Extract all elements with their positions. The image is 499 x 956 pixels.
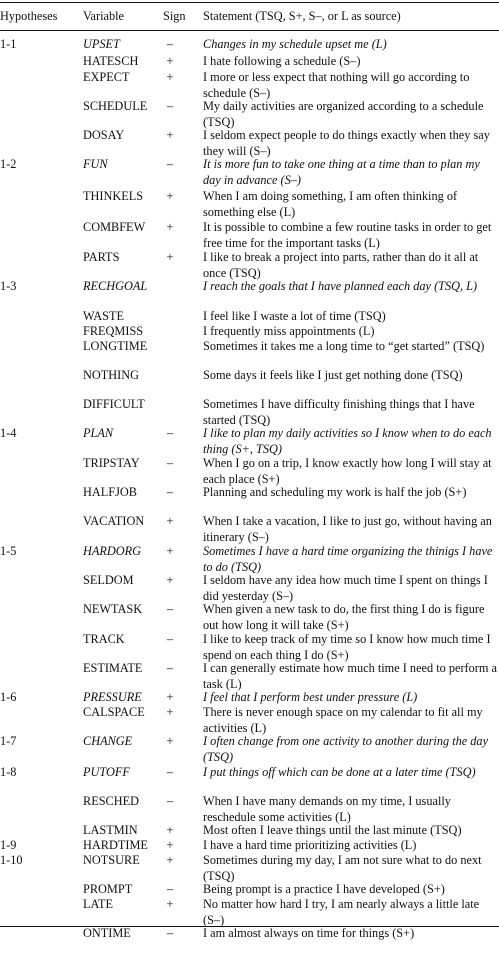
row-variable: PLAN bbox=[83, 426, 114, 440]
row-statement: Sometimes during my day, I am not sure what to do next (TSQ) bbox=[203, 853, 482, 883]
row-variable: PROMPT bbox=[83, 882, 133, 896]
row-sign: + bbox=[166, 250, 174, 264]
header-hypotheses: Hypotheses bbox=[0, 9, 58, 23]
row-sign: – bbox=[166, 794, 174, 808]
row-statement: I reach the goals that I have planned each day (TSQ, L) bbox=[203, 279, 478, 293]
row-hypothesis: 1-1 bbox=[0, 37, 17, 51]
row-statement: Some days it feels like I just get nothing done (TSQ) bbox=[203, 368, 463, 382]
row-statement: No matter how hard I try, I am nearly always a little late (S–) bbox=[203, 897, 480, 927]
row-sign: + bbox=[166, 54, 174, 68]
row-statement: I hate following a schedule (S–) bbox=[203, 54, 361, 68]
row-statement: My daily activities are organized according to a schedule (TSQ) bbox=[203, 99, 484, 129]
row-statement: Being prompt is a practice I have developed (S+) bbox=[203, 882, 445, 896]
row-variable: HALFJOB bbox=[83, 485, 137, 499]
row-sign: + bbox=[166, 705, 174, 719]
top-rule bbox=[0, 2, 499, 3]
row-statement: I seldom expect people to do things exactly when they say they will (S–) bbox=[203, 128, 490, 158]
row-variable: HATESCH bbox=[83, 54, 139, 68]
row-variable: COMBFEW bbox=[83, 220, 146, 234]
row-variable: LONGTIME bbox=[83, 339, 148, 353]
row-statement: Sometimes I have difficulty finishing things that I have started (TSQ) bbox=[203, 397, 475, 427]
row-variable: TRACK bbox=[83, 632, 125, 646]
row-variable: SCHEDULE bbox=[83, 99, 148, 113]
row-variable: HARDTIME bbox=[83, 838, 148, 852]
row-statement: Sometimes it takes me a long time to “get started” (TSQ) bbox=[203, 339, 485, 353]
row-variable: UPSET bbox=[83, 37, 120, 51]
row-variable: WASTE bbox=[83, 309, 124, 323]
row-variable: EXPECT bbox=[83, 70, 130, 84]
row-hypothesis: 1-3 bbox=[0, 279, 17, 293]
row-statement: I feel that I perform best under pressure (L) bbox=[203, 690, 418, 704]
row-statement: It is possible to combine a few routine tasks in order to get free time for the important tasks (L) bbox=[203, 220, 492, 250]
row-sign: – bbox=[166, 485, 174, 499]
row-sign: – bbox=[166, 602, 174, 616]
header-statement: Statement (TSQ, S+, S–, or L as source) bbox=[203, 9, 401, 23]
row-variable: RESCHED bbox=[83, 794, 140, 808]
row-sign: + bbox=[166, 544, 174, 558]
row-statement: I am almost always on time for things (S+) bbox=[203, 926, 415, 940]
row-statement: I put things off which can be done at a later time (TSQ) bbox=[203, 765, 476, 779]
row-variable: FUN bbox=[83, 157, 108, 171]
row-variable: VACATION bbox=[83, 514, 145, 528]
row-variable: LATE bbox=[83, 897, 114, 911]
row-sign: + bbox=[166, 573, 174, 587]
row-sign: – bbox=[166, 882, 174, 896]
row-statement: When I take a vacation, I like to just go, without having an itinerary (S–) bbox=[203, 514, 492, 544]
row-variable: THINKELS bbox=[83, 189, 144, 203]
row-hypothesis: 1-8 bbox=[0, 765, 17, 779]
row-statement: There is never enough space on my calendar to fit all my activities (L) bbox=[203, 705, 483, 735]
row-sign: – bbox=[166, 926, 174, 940]
row-variable: PUTOFF bbox=[83, 765, 130, 779]
row-variable: HARDORG bbox=[83, 544, 142, 558]
row-statement: When I am doing something, I am often thinking of something else (L) bbox=[203, 189, 458, 219]
row-sign: + bbox=[166, 734, 174, 748]
row-statement: I frequently miss appointments (L) bbox=[203, 324, 375, 338]
row-variable: ONTIME bbox=[83, 926, 131, 940]
row-hypothesis: 1-4 bbox=[0, 426, 17, 440]
row-variable: NOTHING bbox=[83, 368, 140, 382]
table-body bbox=[0, 36, 499, 940]
header-rule bbox=[0, 30, 499, 31]
row-statement: I seldom have any idea how much time I spent on things I did yesterday (S–) bbox=[203, 573, 488, 603]
row-variable: NEWTASK bbox=[83, 602, 143, 616]
row-statement: I more or less expect that nothing will go according to schedule (S–) bbox=[203, 70, 470, 100]
row-sign: + bbox=[166, 70, 174, 84]
row-variable: CALSPACE bbox=[83, 705, 145, 719]
row-sign: – bbox=[166, 661, 174, 675]
row-statement: When given a new task to do, the first thing I do is figure out how long it will take (S+) bbox=[203, 602, 485, 632]
row-hypothesis: 1-9 bbox=[0, 838, 17, 852]
row-statement: Sometimes I have a hard time organizing the thinigs I have to do (TSQ) bbox=[203, 544, 493, 574]
row-variable: NOTSURE bbox=[83, 853, 140, 867]
row-variable: PARTS bbox=[83, 250, 120, 264]
row-sign: – bbox=[166, 157, 174, 171]
row-sign: + bbox=[166, 823, 174, 837]
row-hypothesis: 1-7 bbox=[0, 734, 17, 748]
row-variable: FREQMISS bbox=[83, 324, 144, 338]
row-variable: DOSAY bbox=[83, 128, 125, 142]
row-variable: PRESSURE bbox=[83, 690, 142, 704]
bottom-rule bbox=[0, 926, 499, 927]
row-sign: – bbox=[166, 99, 174, 113]
row-statement: I like to break a project into parts, rather than do it all at once (TSQ) bbox=[203, 250, 479, 280]
row-variable: TRIPSTAY bbox=[83, 456, 140, 470]
row-sign: + bbox=[166, 189, 174, 203]
row-statement: It is more fun to take one thing at a time than to plan my day in advance (S–) bbox=[203, 157, 480, 187]
row-statement: When I go on a trip, I know exactly how long I will stay at each place (S+) bbox=[203, 456, 492, 486]
row-variable: DIFFICULT bbox=[83, 397, 145, 411]
row-sign: + bbox=[166, 897, 174, 911]
row-sign: + bbox=[166, 853, 174, 867]
row-statement: I feel like I waste a lot of time (TSQ) bbox=[203, 309, 386, 323]
row-sign: – bbox=[166, 426, 174, 440]
row-variable: LASTMIN bbox=[83, 823, 138, 837]
row-sign: – bbox=[166, 456, 174, 470]
table-header bbox=[0, 5, 499, 29]
row-sign: + bbox=[166, 514, 174, 528]
row-hypothesis: 1-2 bbox=[0, 157, 17, 171]
row-hypothesis: 1-10 bbox=[0, 853, 23, 867]
row-statement: When I have many demands on my time, I usually reschedule some activities (L) bbox=[203, 794, 451, 824]
row-sign: + bbox=[166, 220, 174, 234]
row-statement: Changes in my schedule upset me (L) bbox=[203, 37, 387, 51]
row-variable: ESTIMATE bbox=[83, 661, 143, 675]
row-statement: I often change from one activity to another during the day (TSQ) bbox=[203, 734, 489, 764]
row-sign: + bbox=[166, 128, 174, 142]
row-sign: – bbox=[166, 632, 174, 646]
row-statement: I can generally estimate how much time I need to perform a task (L) bbox=[203, 661, 497, 691]
row-statement: Most often I leave things until the last minute (TSQ) bbox=[203, 823, 462, 837]
row-statement: I like to keep track of my time so I know how much time I spend on each thing I do (S+) bbox=[203, 632, 491, 662]
row-sign: + bbox=[166, 838, 174, 852]
row-statement: I like to plan my daily activities so I know when to do each thing (S+, TSQ) bbox=[203, 426, 492, 456]
row-sign: + bbox=[166, 690, 174, 704]
header-sign: Sign bbox=[163, 9, 186, 23]
row-statement: I have a hard time prioritizing activities (L) bbox=[203, 838, 417, 852]
row-hypothesis: 1-6 bbox=[0, 690, 17, 704]
row-hypothesis: 1-5 bbox=[0, 544, 17, 558]
header-variable: Variable bbox=[83, 9, 124, 23]
row-sign: – bbox=[166, 37, 174, 51]
row-variable: RECHGOAL bbox=[83, 279, 148, 293]
row-variable: SELDOM bbox=[83, 573, 134, 587]
row-statement: Planning and scheduling my work is half the job (S+) bbox=[203, 485, 467, 499]
row-variable: CHANGE bbox=[83, 734, 133, 748]
row-sign: – bbox=[166, 765, 174, 779]
